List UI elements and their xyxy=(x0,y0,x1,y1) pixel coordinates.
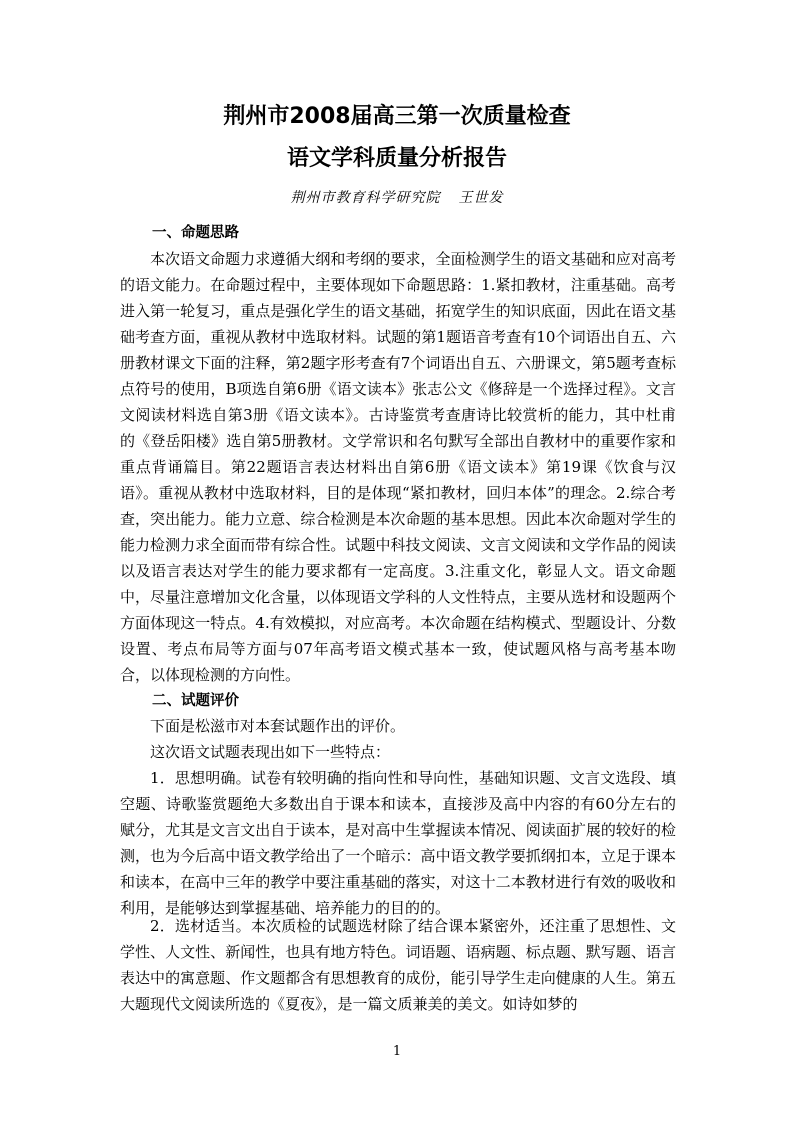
author-name: 王世发 xyxy=(458,190,504,206)
section-heading-2: 二、试题评价 xyxy=(152,693,239,709)
section-2-paragraph-4: 2．选材适当。本次质检的试题选材除了结合课本紧密外，还注重了思想性、文学性、人文性、新闻性，也具有地方特色。词语题、语病题、标点题、默写题、语言表达中的寓意题、作文题都含有思想教育的成份，能引导学生走向健康的人生。第五大题现代文阅读所选的《夏夜》，是一篇文质兼美的美文。如诗如梦的 xyxy=(120,917,676,1013)
section-2-paragraph-1: 下面是松滋市对本套试题作出的评价。 xyxy=(150,717,406,735)
document-title: 荆州市2008届高三第一次质量检查 xyxy=(223,104,571,129)
section-1-paragraph-1: 本次语文命题力求遵循大纲和考纲的要求，全面检测学生的语文基础和应对高考的语文能力。在命题过程中，主要体现如下命题思路：1.紧扣教材，注重基础。高考进入第一轮复习，重点是强化学生的语文基础，拓宽学生的知识底面，因此在语文基础考查方面，重视从教材中选取材料。试题的第1题语音考查有10个词语出自五、六册教材课文下面的注释，第2题字形考查有7个词语出自五、六册课文，第5题考查标点符号的使用，B项选自第6册《语文读本》张志公文《修辞是一个选择过程》。文言文阅读材料选自第3册《语文读本》。古诗鉴赏考查唐诗比较赏析的能力，其中杜甫的《登岳阳楼》选自第5册教材。文学常识和名句默写全部出自教材中的重要作家和重点背诵篇目。第22题语言表达材料出自第6册《语文读本》第19课《饮食与汉语》。重视从教材中选取材料，目的是体现“紧扣教材，回归本体”的理念。2.综合考查，突出能力。能力立意、综合检测是本次命题的基本思想。因此本次命题对学生的能力检测力求全面而带有综合性。试题中科技文阅读、文言文阅读和文学作品的阅读以及语言表达对学生的能力要求都有一定高度。3.注重文化，彰显人文。语文命题中，尽量注意增加文化含量，以体现语文学科的人文性特点，主要从选材和设题两个方面体现这一特点。4.有效模拟，对应高考。本次命题在结构模式、型题设计、分数设置、考点布局等方面与07年高考语文模式基本一致，使试题风格与高考基本吻合，以体现检测的方向性。 xyxy=(120,250,676,684)
section-heading-1: 一、命题思路 xyxy=(152,225,239,241)
section-2-paragraph-3: 1．思想明确。试卷有较明确的指向性和导向性，基础知识题、文言文选段、填空题、诗歌鉴赏题绝大多数出自于课本和读本，直接涉及高中内容的有60分左右的赋分，尤其是文言文出自于读本，是对高中生掌握读本情况、阅读面扩展的较好的检测，也为今后高中语文教学给出了一个暗示：高中语文教学要抓纲扣本，立足于课本和读本，在高中三年的教学中要注重基础的落实，对这十二本教材进行有效的吸收和利用，是能够达到掌握基础、培养能力的目的的。 xyxy=(120,769,676,917)
document-subtitle: 语文学科质量分析报告 xyxy=(286,146,507,171)
section-2-paragraph-2: 这次语文试题表现出如下一些特点： xyxy=(150,743,391,761)
author-organization: 荆州市教育科学研究院 xyxy=(290,190,441,206)
page-number: 1 xyxy=(392,1044,402,1059)
author-line xyxy=(0,187,794,209)
